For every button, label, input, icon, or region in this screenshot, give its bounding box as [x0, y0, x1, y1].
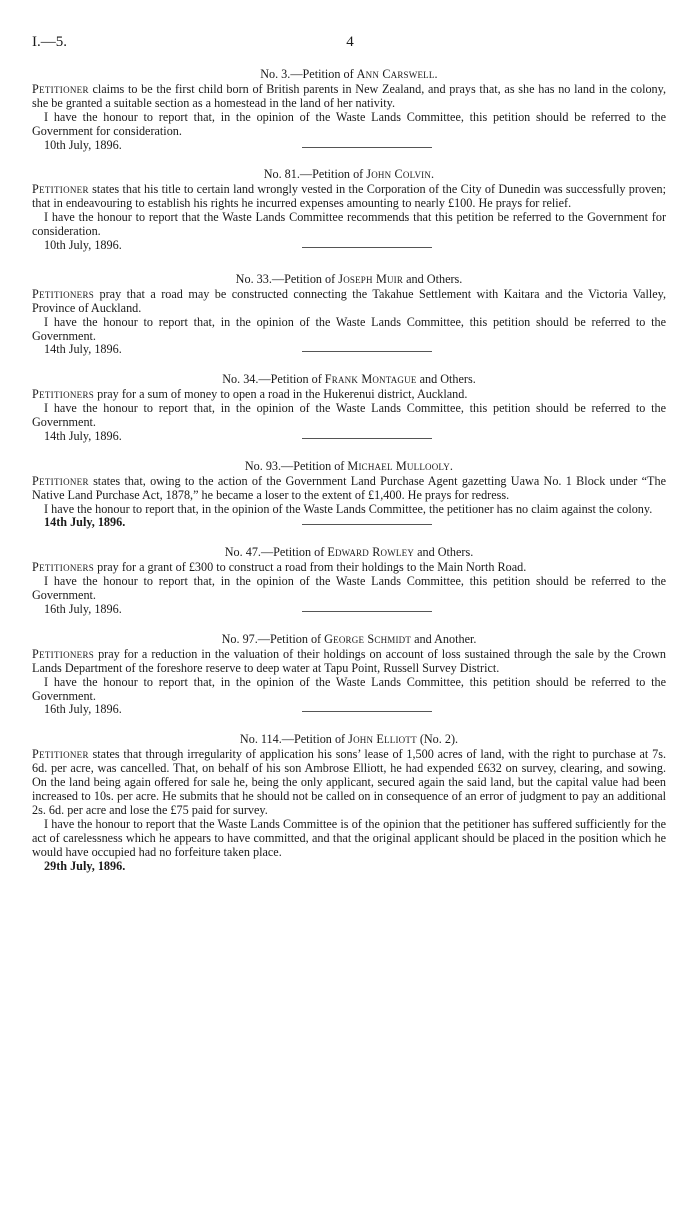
- petitioner-name: Ann Carswell.: [356, 67, 438, 81]
- petition-lead: Petitioner: [32, 747, 89, 762]
- petition-lead: Petitioner: [32, 182, 89, 197]
- petition-text: states that through irregularity of application his sons’ lease of 1,500 acres of land, with the right to purchase at 7s. 6d. per acre, was cancelled. That, on behalf of his son Ambrose Elliott, he had expended £632 on survey, clearing, and sowing. On the land being again offered for sale he, being the only applicant, secured again the said land, but the capital value had been increased to 10s. per acre. He submits that he should not be called on in consequence of an error of judgment to pay an additional 2s. 6d. per acre and lose the £75 paid for survey.: [32, 747, 666, 817]
- petition-entry: [32, 460, 666, 531]
- petition-text: states that, owing to the action of the Government Land Purchase Agent gazetting Uawa No. 1 Block under “The Native Land Purchase Act, 1878,” he became a loser to the extent of £1,400. He prays for redress.: [32, 473, 666, 502]
- report-date-line: [44, 343, 666, 357]
- report-date: 10th July, 1896.: [44, 237, 122, 252]
- committee-report: I have the honour to report that, in the opinion of the Waste Lands Committee, this petition should be referred to the Government.: [32, 314, 666, 343]
- title-prefix: No. 81.—Petition of: [263, 167, 367, 182]
- section-divider: [302, 524, 432, 525]
- petition-entry: [32, 733, 666, 873]
- petition-lead: Petitioners: [32, 560, 95, 575]
- petition-lead: Petitioners: [32, 286, 95, 301]
- petition-body: [32, 561, 666, 575]
- petition-title: [32, 373, 666, 387]
- petition-title: [32, 68, 666, 82]
- section-divider: [302, 611, 432, 612]
- committee-report: I have the honour to report that the Waste Lands Committee is of the opinion that the petitioner has suffered sufficiently for the act of carelessness which he appears to have committed, and that the original applicant should be placed in the position which he would have occupied had no forfeiture taken place.: [32, 816, 666, 859]
- petitioner-name: John Elliott: [348, 732, 417, 747]
- petition-title: [32, 733, 666, 747]
- title-suffix: and Others.: [416, 372, 476, 387]
- report-date: 16th July, 1896.: [44, 702, 122, 717]
- committee-report: I have the honour to report that, in the opinion of the Waste Lands Committee, this petition should be referred to the Government for consideration.: [32, 109, 666, 138]
- report-date: 14th July, 1896.: [44, 515, 126, 530]
- petitioner-name: John Colvin.: [366, 167, 435, 182]
- report-date-line: [44, 139, 666, 153]
- petition-title: [32, 273, 666, 287]
- petition-body: [32, 288, 666, 316]
- title-suffix: (No. 2).: [416, 732, 459, 747]
- petition-entry: [32, 373, 666, 444]
- petition-title: [32, 460, 666, 474]
- report-date-line: [44, 860, 666, 874]
- title-prefix: No. 97.—Petition of: [221, 631, 325, 646]
- title-prefix: No. 34.—Petition of: [222, 372, 325, 387]
- report-date-line: [44, 603, 666, 617]
- title-suffix: and Others.: [414, 545, 474, 560]
- title-suffix: and Others.: [403, 271, 463, 286]
- petition-lead: Petitioner: [32, 473, 89, 488]
- committee-report: I have the honour to report that the Waste Lands Committee recommends that this petition be referred to the Government for consideration.: [32, 210, 666, 239]
- petition-lead: Petitioner: [32, 81, 89, 96]
- report-date-line: [44, 703, 666, 717]
- petition-body: [32, 183, 666, 211]
- title-prefix: No. 33.—Petition of: [235, 271, 339, 286]
- petitioner-name: Frank Montague: [324, 372, 417, 387]
- petition-title: [32, 168, 666, 182]
- petition-body: [32, 475, 666, 503]
- title-prefix: No. 114.—Petition of: [239, 732, 349, 747]
- petition-body: [32, 648, 666, 676]
- petition-title: [32, 633, 666, 647]
- petition-body: [32, 388, 666, 402]
- section-divider: [302, 351, 432, 352]
- page-header: [32, 34, 668, 52]
- committee-report: I have the honour to report that, in the opinion of the Waste Lands Committee, this petition should be referred to the Government.: [32, 401, 666, 430]
- report-date: 14th July, 1896.: [44, 342, 122, 357]
- petition-text: claims to be the first child born of British parents in New Zealand, and prays that, as she has no land in the colony, she be granted a suitable section as a homestead in the land of her nativity.: [32, 81, 666, 110]
- petition-text: pray for a reduction in the valuation of their holdings on account of loss sustained through the sale by the Crown Lands Department of the foreshore reserve to deep water at Tapu Point, Russell Survey District.: [32, 646, 666, 675]
- petition-title: [32, 546, 666, 560]
- report-date-line: [44, 239, 666, 253]
- committee-report: I have the honour to report that, in the opinion of the Waste Lands Committee, this petition should be referred to the Government.: [32, 574, 666, 603]
- petitions-list: [32, 68, 666, 873]
- section-divider: [302, 438, 432, 439]
- petitioner-name: Joseph Muir: [338, 271, 404, 286]
- committee-report: I have the honour to report that, in the opinion of the Waste Lands Committee, this petition should be referred to the Government.: [32, 674, 666, 703]
- paper-reference: I.—5.: [32, 34, 67, 50]
- petitioner-name: George Schmidt: [324, 631, 412, 646]
- report-date: 14th July, 1896.: [44, 428, 122, 443]
- petition-text: pray that a road may be constructed connecting the Takahue Settlement with Kaitara and the Victoria Valley, Province of Auckland.: [32, 286, 666, 315]
- page-number: 4: [346, 34, 354, 50]
- title-prefix: No. 47.—Petition of: [224, 545, 328, 560]
- petition-entry: [32, 546, 666, 617]
- petition-entry: [32, 633, 666, 717]
- petition-text: states that his title to certain land wrongly vested in the Corporation of the City of Dunedin was successfully proven; that in endeavouring to establish his rights he incurred expenses amounting to nearly £100. He prays for relief.: [32, 182, 666, 211]
- report-date-line: [44, 516, 666, 530]
- report-date: 29th July, 1896.: [44, 858, 126, 873]
- title-prefix: No. 93.—Petition of: [244, 458, 348, 473]
- petition-lead: Petitioners: [32, 646, 95, 661]
- petition-text: pray for a sum of money to open a road in the Hukerenui district, Auckland.: [94, 387, 468, 402]
- report-date: 10th July, 1896.: [44, 137, 122, 152]
- petition-body: [32, 748, 666, 818]
- petition-lead: Petitioners: [32, 387, 95, 402]
- title-suffix: and Another.: [411, 631, 477, 646]
- section-divider: [302, 247, 432, 248]
- petition-entry: [32, 68, 666, 152]
- title-prefix: No. 3.—Petition of: [260, 67, 357, 81]
- petitioner-name: Edward Rowley: [327, 545, 415, 560]
- committee-report: I have the honour to report that, in the opinion of the Waste Lands Committee, the petitioner has no claim against the colony.: [44, 501, 653, 516]
- section-divider: [302, 711, 432, 712]
- report-date-line: [44, 430, 666, 444]
- petition-text: pray for a grant of £300 to construct a road from their holdings to the Main North Road.: [94, 560, 527, 575]
- petition-entry: [32, 273, 666, 357]
- report-date: 16th July, 1896.: [44, 602, 122, 616]
- petition-body: [32, 83, 666, 111]
- section-divider: [302, 147, 432, 148]
- petition-entry: [32, 168, 666, 252]
- petitioner-name: Michael Mullooly.: [347, 458, 454, 473]
